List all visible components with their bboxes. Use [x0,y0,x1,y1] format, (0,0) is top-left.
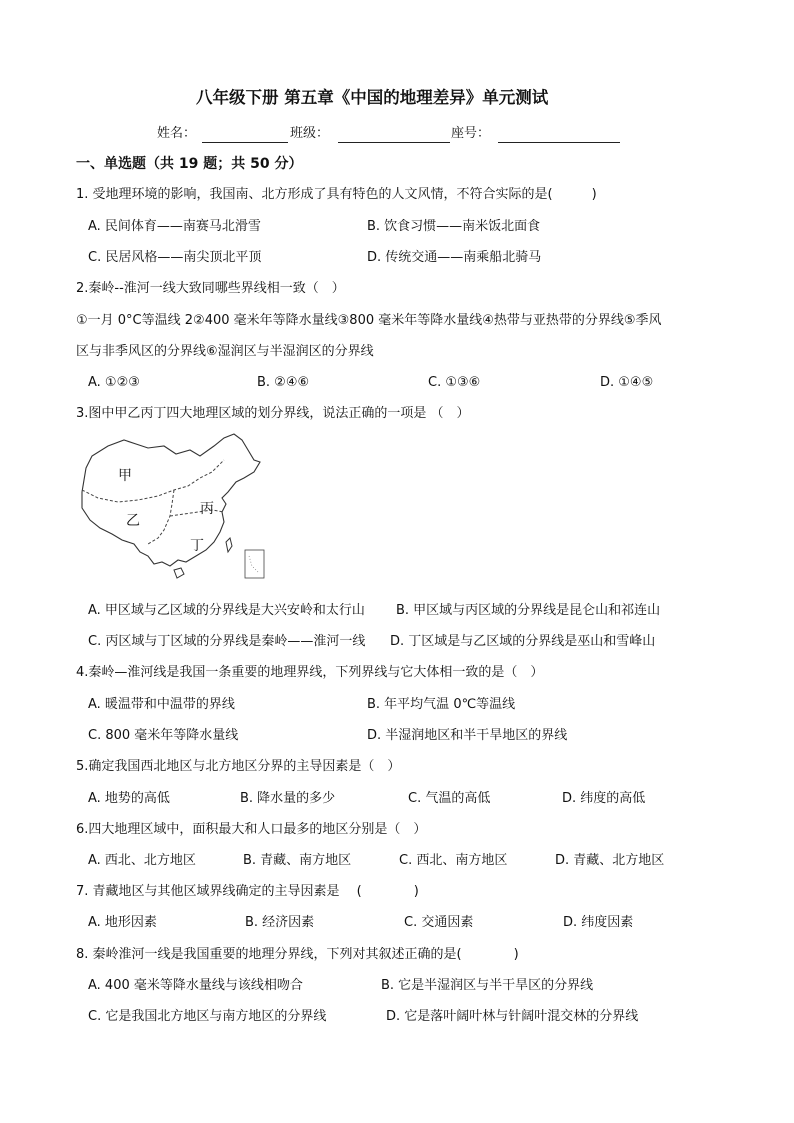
q8-option-d[interactable]: D. 它是落叶阔叶林与针阔叶混交林的分界线 [386,1009,639,1024]
question-3-stem: 3.图中甲乙丙丁四大地理区域的划分界线，说法正确的一项是 （ ） [76,406,470,421]
inset-islands [249,556,258,572]
q4-option-a[interactable]: A. 暖温带和中温带的界线 [88,697,235,712]
taiwan-island [226,538,232,552]
q5-option-d[interactable]: D. 纬度的高低 [562,791,646,806]
map-label-bing: 丙 [200,501,214,517]
q6-option-a[interactable]: A. 西北、北方地区 [88,853,196,868]
hainan-island [174,568,184,578]
q7-option-d[interactable]: D. 纬度因素 [563,915,634,930]
q3-option-a[interactable]: A. 甲区域与乙区域的分界线是大兴安岭和太行山 [88,603,365,618]
map-label-ding: 丁 [190,538,204,554]
q2-line-2: 区与非季风区的分界线⑥湿润区与半湿润区的分界线 [76,344,374,359]
q7-option-a[interactable]: A. 地形因素 [88,915,157,930]
q1-option-d[interactable]: D. 传统交通——南乘船北骑马 [367,250,542,265]
q8-option-c[interactable]: C. 它是我国北方地区与南方地区的分界线 [88,1009,327,1024]
q5-option-c[interactable]: C. 气温的高低 [408,791,491,806]
page-title: 八年级下册 第五章《中国的地理差异》单元测试 [196,88,549,107]
question-4-stem: 4.秦岭—淮河线是我国一条重要的地理界线，下列界线与它大体相一致的是（ ） [76,665,544,680]
q4-option-b[interactable]: B. 年平均气温 0℃等温线 [367,697,516,712]
section-heading: 一、单选题（共 19 题；共 50 分） [76,156,303,172]
map-label-yi: 乙 [126,513,140,529]
question-1-stem: 1. 受地理环境的影响，我国南、北方形成了具有特色的人文风情，不符合实际的是( ) [76,187,597,202]
q3-option-d[interactable]: D. 丁区域是与乙区域的分界线是巫山和雪峰山 [390,634,656,649]
q6-option-b[interactable]: B. 青藏、南方地区 [243,853,352,868]
class-label: 班级： [290,126,330,141]
seat-label: 座号： [451,126,491,141]
seat-blank[interactable] [498,127,620,143]
q1-option-c[interactable]: C. 民居风格——南尖顶北平顶 [88,250,262,265]
q2-line-1: ①一月 0°C等温线 2②400 毫米年等降水量线③800 毫米年等降水量线④热带与亚热带的分界线⑤季风 [76,313,662,328]
question-7-stem: 7. 青藏地区与其他区域界线确定的主导因素是 ( ) [76,884,419,899]
q8-option-b[interactable]: B. 它是半湿润区与半干旱区的分界线 [381,978,594,993]
qingzang-boundary [148,490,174,544]
question-8-stem: 8. 秦岭淮河一线是我国重要的地理分界线，下列对其叙述正确的是( ) [76,947,519,962]
q1-option-b[interactable]: B. 饮食习惯——南米饭北面食 [367,219,541,234]
q2-option-b[interactable]: B. ②④⑥ [257,375,310,390]
q3-option-b[interactable]: B. 甲区域与丙区域的分界线是昆仑山和祁连山 [396,603,661,618]
question-6-stem: 6.四大地理区域中，面积最大和人口最多的地区分别是（ ） [76,822,427,837]
question-5-stem: 5.确定我国西北地区与北方地区分界的主导因素是（ ） [76,759,401,774]
qinling-huaihe-line [170,510,224,516]
q7-option-b[interactable]: B. 经济因素 [245,915,315,930]
q5-option-b[interactable]: B. 降水量的多少 [240,791,336,806]
south-china-sea-inset [245,550,264,578]
name-label: 姓名： [157,126,197,141]
q6-option-c[interactable]: C. 西北、南方地区 [399,853,508,868]
q8-option-a[interactable]: A. 400 毫米等降水量线与该线相吻合 [88,978,303,993]
name-blank[interactable] [202,127,288,143]
q2-option-c[interactable]: C. ①③⑥ [428,375,481,390]
q3-option-c[interactable]: C. 丙区域与丁区域的分界线是秦岭——淮河一线 [88,634,366,649]
china-outline [82,434,260,566]
q6-option-d[interactable]: D. 青藏、北方地区 [555,853,665,868]
q2-option-d[interactable]: D. ①④⑤ [600,375,654,390]
q5-option-a[interactable]: A. 地势的高低 [88,791,170,806]
china-region-map [78,432,274,582]
question-2-stem: 2.秦岭--淮河一线大致同哪些界线相一致（ ） [76,281,345,296]
q4-option-c[interactable]: C. 800 毫米年等降水量线 [88,728,239,743]
northwest-boundary [82,460,224,502]
q2-option-a[interactable]: A. ①②③ [88,375,140,390]
q7-option-c[interactable]: C. 交通因素 [404,915,474,930]
class-blank[interactable] [338,127,450,143]
map-label-jia: 甲 [118,468,132,484]
q1-option-a[interactable]: A. 民间体育——南赛马北滑雪 [88,219,261,234]
q4-option-d[interactable]: D. 半湿润地区和半干旱地区的界线 [367,728,568,743]
